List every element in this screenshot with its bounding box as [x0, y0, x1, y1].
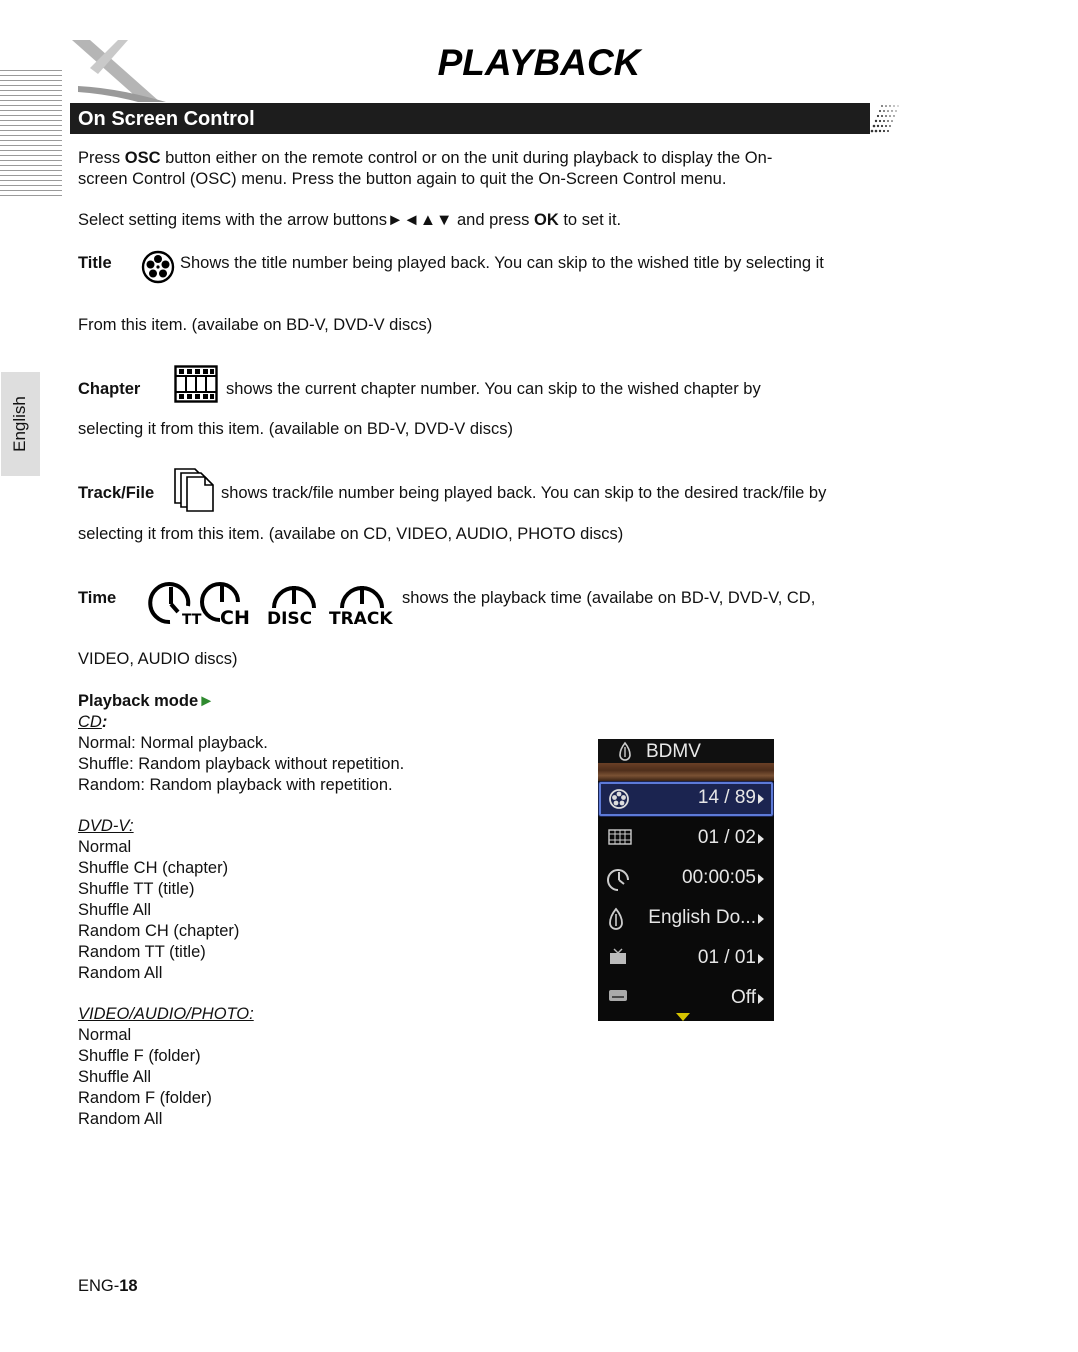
video-audio-photo-heading: VIDEO/AUDIO/PHOTO:: [78, 1005, 254, 1023]
osd-value: Off: [731, 987, 756, 1008]
osd-value: 01 / 02: [697, 827, 756, 848]
osd-row-audio[interactable]: [598, 901, 774, 937]
dvd-mode-line: Shuffle CH (chapter): [78, 859, 229, 877]
intro-paragraph-line-2: screen Control (OSC) menu. Press the button again to quit the On-Screen Control menu.: [78, 170, 727, 188]
intro-arrow-instruction: Select setting items with the arrow buttons►◄▲▼ and press OK to set it.: [78, 211, 622, 229]
time-item-description-cont: VIDEO, AUDIO discs): [78, 650, 238, 668]
chevron-right-icon: [758, 874, 764, 884]
dvd-mode-line: Shuffle TT (title): [78, 880, 195, 898]
time-track-icon: [328, 578, 396, 629]
chevron-right-icon: [758, 834, 764, 844]
margin-stripes: [0, 70, 62, 200]
time-tt-icon: [148, 578, 202, 628]
osd-header: [598, 739, 774, 763]
title-bar-dot-pattern: [858, 100, 902, 136]
time-item-description: shows the playback time (availabe on BD-V, DVD-V, CD,: [402, 589, 816, 607]
page-title: PLAYBACK: [437, 42, 641, 83]
subtitle-icon: [608, 988, 630, 1004]
dvd-mode-line: Random CH (chapter): [78, 922, 240, 940]
osd-value: 01 / 01: [697, 947, 756, 968]
osd-row-time[interactable]: [598, 861, 774, 897]
cd-mode-line: Normal: Normal playback.: [78, 734, 268, 752]
cd-heading: CD:: [78, 713, 108, 731]
osd-row-subtitle[interactable]: [598, 981, 774, 1017]
chevron-right-icon: [758, 914, 764, 924]
chapter-film-icon: [174, 365, 218, 403]
time-tt-text: TT: [182, 612, 202, 628]
chapter-item-description-cont: selecting it from this item. (available on BD-V, DVD-V discs): [78, 420, 513, 438]
osd-row-angle[interactable]: [598, 941, 774, 977]
chapter-item-description: shows the current chapter number. You can skip to the wished chapter by: [226, 380, 761, 398]
chapter-film-icon: [608, 828, 632, 846]
angle-tv-icon: [608, 948, 630, 968]
track-item-label: Track/File: [78, 484, 155, 502]
chevron-right-icon: [758, 794, 764, 804]
osd-header-title: BDMV: [646, 741, 701, 762]
title-reel-icon: [608, 788, 630, 810]
page-number: ENG-18: [78, 1277, 138, 1295]
cd-mode-line: Shuffle: Random playback without repetition.: [78, 755, 405, 773]
time-disc-icon: [266, 578, 322, 629]
time-ch-icon: [202, 578, 258, 629]
time-disc-text: DISC: [267, 609, 313, 629]
dvd-mode-line: Random All: [78, 964, 163, 982]
chevron-right-icon: [758, 994, 764, 1004]
title-reel-icon: [141, 250, 175, 284]
clock-icon: [608, 868, 632, 892]
time-item-label: Time: [78, 589, 117, 607]
cd-mode-line: Random: Random playback with repetition.: [78, 776, 393, 794]
vap-mode-line: Normal: [78, 1026, 132, 1044]
osd-row-chapter[interactable]: [598, 821, 774, 857]
chapter-item-label: Chapter: [78, 380, 141, 398]
osd-background-strip: [598, 763, 774, 781]
osd-menu-screenshot: [598, 739, 774, 1021]
audio-drop-icon: [618, 742, 632, 761]
vap-mode-line: Random F (folder): [78, 1089, 212, 1107]
scroll-down-icon: [676, 1013, 690, 1021]
time-ch-text: CH: [220, 607, 250, 629]
time-track-text: TRACK: [329, 609, 393, 629]
chevron-right-icon: [758, 954, 764, 964]
dvd-mode-line: Normal: [78, 838, 132, 856]
playback-mode-heading: Playback mode►: [78, 692, 215, 710]
language-label: English: [10, 396, 29, 452]
title-item-description: Shows the title number being played back. You can skip to the wished title by selecting it: [180, 254, 824, 272]
audio-drop-icon: [608, 908, 624, 930]
section-title: On Screen Control: [78, 108, 255, 130]
osd-row-title[interactable]: [598, 781, 774, 817]
track-item-description-cont: selecting it from this item. (availabe on CD, VIDEO, AUDIO, PHOTO discs): [78, 525, 624, 543]
osd-value: 14 / 89: [697, 787, 756, 808]
dvd-mode-line: Random TT (title): [78, 943, 206, 961]
vap-mode-line: Shuffle F (folder): [78, 1047, 201, 1065]
track-item-description: shows track/file number being played back. You can skip to the desired track/file by: [221, 484, 827, 502]
vap-mode-line: Shuffle All: [78, 1068, 152, 1086]
play-arrow-icon: ►: [198, 692, 215, 710]
title-item-description-cont: From this item. (availabe on BD-V, DVD-V discs): [78, 316, 433, 334]
osd-value: 00:00:05: [682, 867, 756, 888]
dvd-heading: DVD-V:: [78, 817, 134, 835]
track-file-icon: [173, 467, 215, 513]
dvd-mode-line: Shuffle All: [78, 901, 152, 919]
osd-value: English Do...: [648, 907, 756, 928]
title-item-label: Title: [78, 254, 112, 272]
intro-paragraph-line-1: Press OSC button either on the remote control or on the unit during playback to display the On-: [78, 149, 773, 167]
vap-mode-line: Random All: [78, 1110, 163, 1128]
